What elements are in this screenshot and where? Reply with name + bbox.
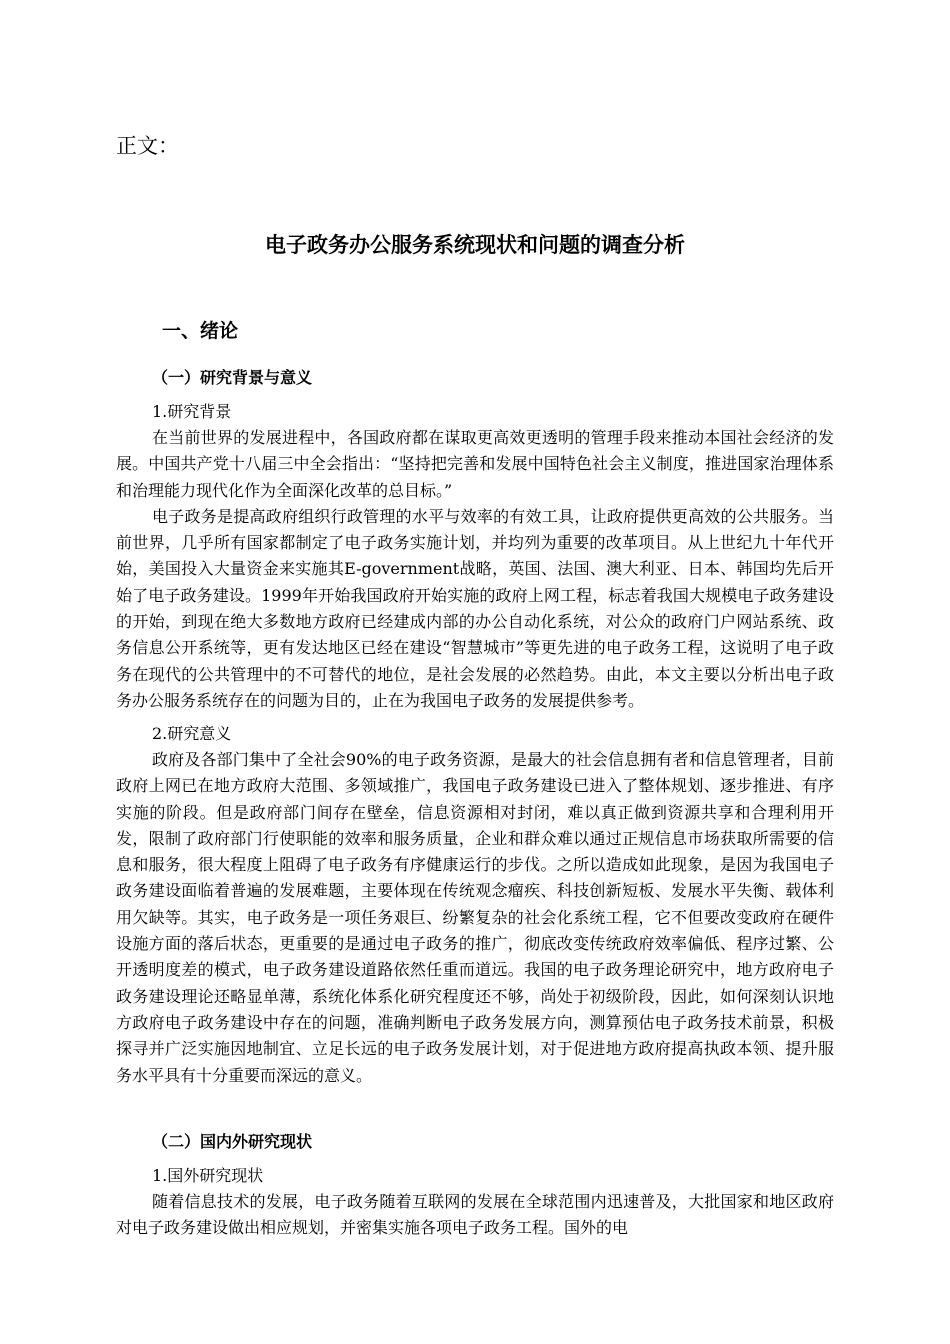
subsection-heading-background: （一）研究背景与意义 [152,368,313,387]
paragraph: 电子政务是提高政府组织行政管理的水平与效率的有效工具，让政府提供更高效的公共服务。当前世界，几乎所有国家都制定了电子政务实施计划，并均列为重要的改革项目。从上世纪九十年代开始，美国投入大量资金来实施其E-government战略，英国、法国、澳大利亚、日本、韩国均先后开始了电子政务建设。1999年开始我国政府开始实施的政府上网工程，标志着我国大规模电子政务建设的开始，到现在绝大多数地方政府已经建成内部的办公自动化系统，对公众的政府门户网站系统、政务信息公开系统等，更有发达地区已经在建设“智慧城市”等更先进的电子政务工程，这说明了电子政务在现代的公共管理中的不可替代的地位，是社会发展的必然趋势。由此，本文主要以分析出电子政务办公服务系统存在的问题为目的，止在为我国电子政务的发展提供参考。 [116,506,834,710]
item-heading-foreign-research: 1.国外研究现状 [152,1166,264,1185]
paragraph: 随着信息技术的发展，电子政务随着互联网的发展在全球范围内迅速普及，大批国家和地区政府对电子政务建设做出相应规划，并密集实施各项电子政务工程。国外的电 [116,1192,834,1238]
section-heading-introduction: 一、绪论 [162,320,239,342]
paragraph: 在当前世界的发展进程中，各国政府都在谋取更高效更透明的管理手段来推动本国社会经济的发展。中国共产党十八届三中全会指出：“坚持把完善和发展中国特色社会主义制度，推进国家治理体系和治理能力现代化作为全面深化改革的总目标。” [116,428,834,500]
document-title: 电子政务办公服务系统现状和问题的调查分析 [265,233,685,257]
paragraph-group-background [116,425,834,714]
body-label: 正文： [116,134,179,158]
item-heading-research-significance: 2.研究意义 [152,724,232,743]
item-heading-research-background: 1.研究背景 [152,402,232,421]
paragraph-group-significance [116,747,834,1089]
paragraph-group-foreign [116,1189,834,1242]
subsection-heading-research-status: （二）国内外研究现状 [152,1132,313,1151]
paragraph: 政府及各部门集中了全社会90%的电子政务资源，是最大的社会信息拥有者和信息管理者，目前政府上网已在地方政府大范围、多领域推广，我国电子政务建设已进入了整体规划、逐步推进、有序实施的阶段。但是政府部门间存在壁垒，信息资源相对封闭，难以真正做到资源共享和合理利用开发，限制了政府部门行使职能的效率和服务质量，企业和群众难以通过正规信息市场获取所需要的信息和服务，很大程度上阻碍了电子政务有序健康运行的步伐。之所以造成如此现象，是因为我国电子政务建设面临着普遍的发展难题，主要体现在传统观念瘤疾、科技创新短板、发展水平失衡、载体利用欠缺等。其实，电子政务是一项任务艰巨、纷繁复杂的社会化系统工程，它不但要改变政府在硬件设施方面的落后状态，更重要的是通过电子政务的推广，彻底改变传统政府效率偏低、程序过繁、公开透明度差的模式，电子政务建设道路依然任重而道远。我国的电子政务理论研究中，地方政府电子政务建设理论还略显单薄，系统化体系化研究程度还不够，尚处于初级阶段，因此，如何深刻认识地方政府电子政务建设中存在的问题，准确判断电子政务发展方向，测算预估电子政务技术前景，积极探寻并广泛实施因地制宜、立足长远的电子政务发展计划，对于促进地方政府提高执政本领、提升服务水平具有十分重要而深远的意义。 [116,750,834,1085]
